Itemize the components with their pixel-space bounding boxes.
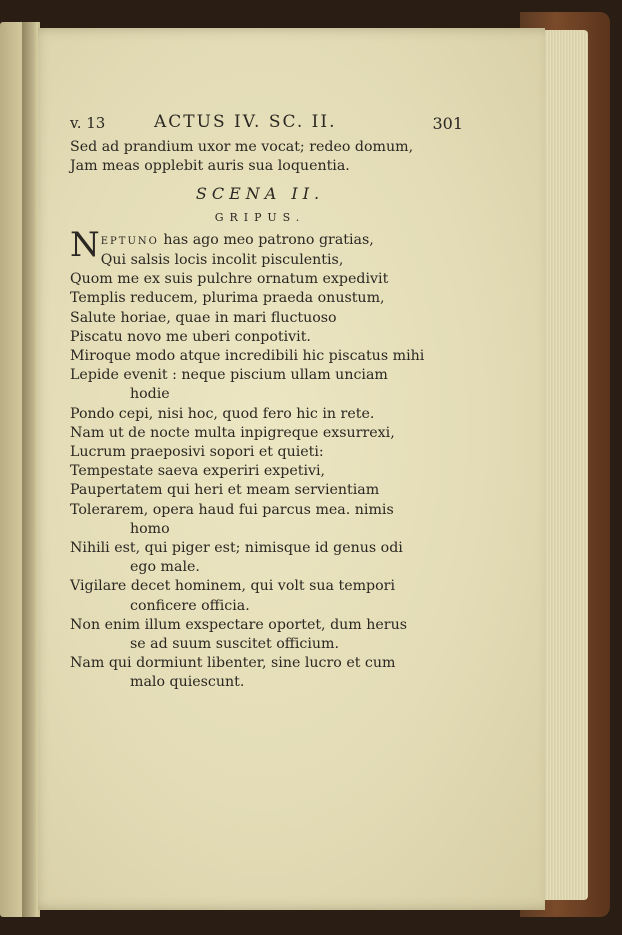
text-line: Qui salsis locis incolit pisculentis, bbox=[100, 252, 344, 269]
text-line: se ad suum suscitet officium. bbox=[130, 636, 339, 653]
small-caps-word: EPTUNO bbox=[100, 235, 159, 247]
act-scene-title: ACTUS IV. SC. II. bbox=[154, 112, 337, 132]
text-line: Piscatu novo me uberi conpotivit. bbox=[70, 328, 311, 345]
scene-heading: SCENA II. bbox=[195, 184, 325, 204]
page-text bbox=[70, 138, 425, 693]
running-head bbox=[70, 112, 463, 136]
text-line: Nam qui dormiunt libenter, sine lucro et cum bbox=[70, 655, 396, 672]
first-line-rest: has ago meo patrono gratias, bbox=[158, 231, 374, 248]
text-line: Quom me ex suis pulchre ornatum expedivit bbox=[70, 271, 389, 288]
drop-cap: N bbox=[70, 224, 100, 265]
text-line: Lucrum praeposivi sopori et quieti: bbox=[70, 444, 324, 461]
text-line: Nam ut de nocte multa inpigreque exsurrexi, bbox=[70, 424, 395, 441]
text-line: Tolerarem, opera haud fui parcus mea. nimis bbox=[70, 501, 394, 518]
text-line: Nihili est, qui piger est; nimisque id genus odi bbox=[70, 540, 403, 557]
text-line: Jam meas opplebit auris sua loquentia. bbox=[70, 158, 350, 175]
text-line: Sed ad prandium uxor me vocat; redeo domum, bbox=[70, 139, 414, 155]
page-number: 301 bbox=[432, 114, 463, 133]
text-line: hodie bbox=[130, 386, 170, 403]
text-line: malo quiescunt. bbox=[130, 674, 245, 691]
text-line: Templis reducem, plurima praeda onustum, bbox=[70, 290, 385, 307]
book-gutter bbox=[22, 22, 38, 917]
text-line: Miroque modo atque incredibili hic piscatus mihi bbox=[70, 348, 425, 365]
text-line: conficere officia. bbox=[130, 597, 250, 614]
book-page bbox=[30, 28, 545, 910]
text-line: Vigilare decet hominem, qui volt sua tempori bbox=[70, 578, 395, 595]
text-line: Tempestate saeva experiri expetivi, bbox=[70, 463, 326, 480]
text-line: Salute horiae, quae in mari fluctuoso bbox=[70, 309, 337, 326]
verse-number: v. 13 bbox=[70, 114, 106, 132]
text-line: Paupertatem qui heri et meam servientiam bbox=[70, 482, 380, 499]
text-line: Non enim illum exspectare oportet, dum herus bbox=[70, 616, 407, 633]
speaker-name: GRIPUS. bbox=[214, 210, 306, 224]
text-line: ego male. bbox=[130, 559, 200, 576]
verse-lines bbox=[70, 251, 425, 693]
text-line: Pondo cepi, nisi hoc, quod fero hic in rete. bbox=[70, 405, 375, 422]
text-line: homo bbox=[130, 520, 170, 537]
text-line: Lepide evenit : neque piscium ullam unciam bbox=[70, 367, 388, 384]
